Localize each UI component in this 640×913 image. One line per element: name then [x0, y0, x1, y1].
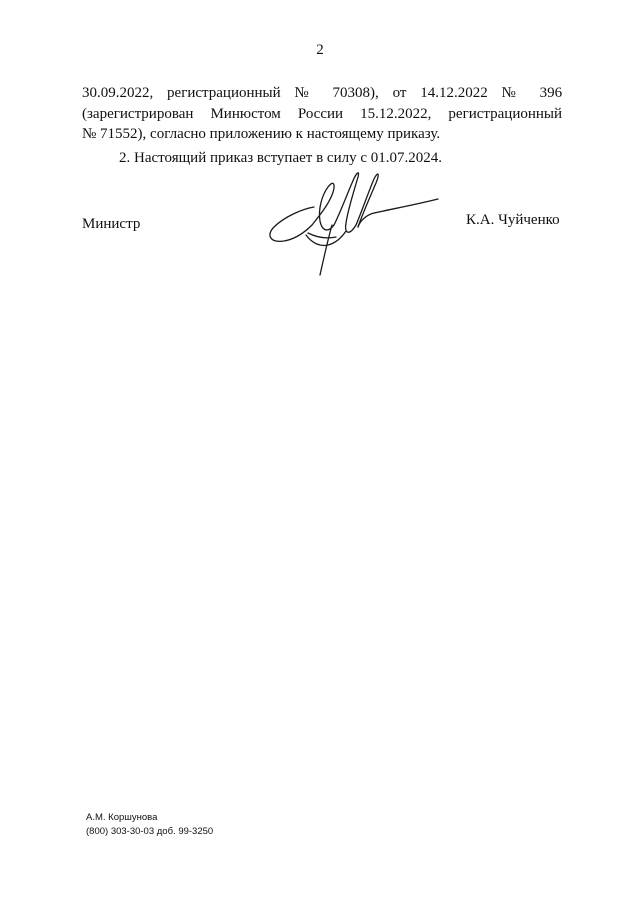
text-word: регистрационный	[167, 85, 281, 101]
body-text	[82, 83, 562, 168]
text-word: России	[297, 105, 344, 122]
text-word: 70308),	[332, 85, 379, 101]
text-word: (зарегистрирован	[82, 105, 194, 122]
text-word: 396	[539, 85, 563, 101]
paragraph-line-1	[82, 83, 562, 104]
signature	[262, 165, 444, 280]
item-2-text: 2. Настоящий приказ вступает в силу с 01.07.2024.	[119, 149, 442, 166]
text-word: 14.12.2022	[420, 85, 488, 101]
text-word: №	[501, 85, 526, 101]
paragraph-line-3: № 71552), согласно приложению к настоящему приказу.	[82, 126, 441, 142]
text-word: Минюстом	[210, 105, 281, 122]
text-word: 15.12.2022,	[360, 105, 432, 122]
paragraph-line-2	[82, 104, 562, 125]
executor-phone: (800) 303-30-03 доб. 99-3250	[86, 826, 214, 837]
text-word: 30.09.2022,	[82, 85, 154, 101]
executor-info	[86, 811, 213, 839]
text-word: регистрационный	[448, 105, 563, 122]
executor-name: А.М. Коршунова	[86, 812, 158, 823]
page-number: 2	[316, 42, 324, 58]
signatory-title: Министр	[82, 216, 141, 232]
text-word: от	[392, 85, 407, 101]
signatory-name: К.А. Чуйченко	[466, 212, 560, 228]
text-word: №	[294, 85, 319, 101]
